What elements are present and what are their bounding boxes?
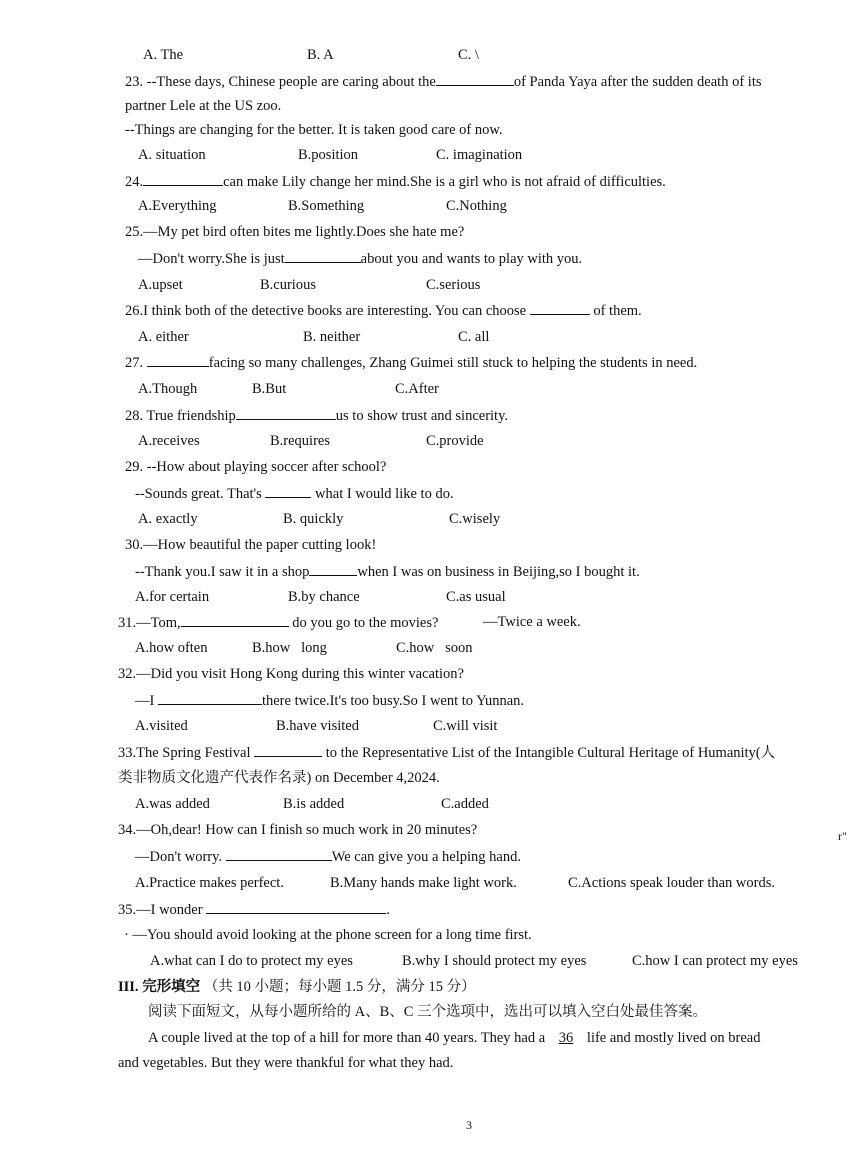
q34-line1: 34.—Oh,dear! How can I finish so much work in 20 minutes? [118, 822, 478, 838]
q32-option-b: B.have visited [276, 718, 359, 734]
q30-option-a: A.for certain [135, 589, 210, 605]
section-3-title: 完形填空 [142, 979, 201, 995]
q33-line2: 类非物质文化遗产代表作名录) on December 4,2024. [118, 770, 440, 786]
q34-blank [226, 847, 332, 861]
q25-option-c: C.serious [426, 277, 481, 293]
q22-option-a: A. The [143, 47, 184, 63]
q28-stem [125, 406, 508, 425]
q29-text-pre: --Sounds great. That's [135, 486, 262, 502]
q27-stem [125, 353, 697, 372]
q33-stem [118, 743, 775, 762]
q30-line1: 30.—How beautiful the paper cutting look! [125, 537, 377, 553]
q25-blank [285, 249, 361, 263]
q32-stem [135, 691, 524, 710]
margin-mark: r" [838, 829, 847, 843]
q34-option-c: C.Actions speak louder than words. [568, 875, 775, 891]
q23-stem [125, 72, 762, 91]
q32-option-c: C.will visit [433, 718, 498, 734]
q32-blank [158, 691, 262, 705]
q28-blank [236, 406, 336, 420]
q25-stem [138, 249, 582, 268]
q23-option-a: A. situation [138, 147, 206, 163]
q29-line1: 29. --How about playing soccer after school? [125, 459, 387, 475]
q26-text-post: of them. [593, 303, 642, 319]
q32-text-pre: —I [135, 693, 155, 709]
q35-option-c: C.how I can protect my eyes [632, 953, 798, 969]
q31-text-post: do you go to the movies? [292, 615, 439, 631]
passage-text-post: life and mostly lived on bread [586, 1030, 761, 1046]
q22-option-b: B. A [307, 47, 334, 63]
q25-option-b: B.curious [260, 277, 316, 293]
q25-line1: 25.—My pet bird often bites me lightly.Does she hate me? [125, 224, 465, 240]
passage-text-pre: A couple lived at the top of a hill for more than 40 years. They had a [148, 1030, 546, 1046]
q30-option-c: C.as usual [446, 589, 506, 605]
q30-stem [135, 562, 640, 581]
q32-option-a: A.visited [135, 718, 188, 734]
q34-text-post: We can give you a helping hand. [331, 849, 521, 865]
q34-option-b: B.Many hands make light work. [330, 875, 517, 891]
q29-option-a: A. exactly [138, 511, 198, 527]
q27-option-b: B.But [252, 381, 287, 397]
q23-option-c: C. imagination [436, 147, 523, 163]
q26-stem [125, 301, 642, 320]
q23-option-b: B.position [298, 147, 359, 163]
q32-text-post: there twice.It's too busy.So I went to Yunnan. [261, 693, 525, 709]
q31-option-a: A.how often [135, 640, 208, 656]
q25-text-pre: —Don't worry.She is just [138, 251, 285, 267]
q30-text-post: when I was on business in Beijing,so I bought it. [357, 564, 640, 580]
q35-stem [118, 900, 390, 919]
q23-blank [436, 72, 514, 86]
q29-option-c: C.wisely [449, 511, 501, 527]
q28-text-post: us to show trust and sincerity. [335, 408, 509, 424]
q27-option-a: A.Though [138, 381, 198, 397]
q33-option-a: A.was added [135, 796, 210, 812]
q29-text-post: what I would like to do. [315, 486, 454, 502]
q31-option-b: B.how long [252, 640, 327, 656]
q29-blank [265, 484, 311, 498]
q31-option-c: C.how soon [396, 640, 473, 656]
passage-line-1 [148, 1029, 760, 1047]
q23-text-post: of Panda Yaya after the sudden death of its [513, 74, 762, 90]
q27-blank [147, 353, 209, 367]
section-3-instruction: 阅读下面短文，从每小题所给的 A、B、C 三个选项中，选出可以填入空白处最佳答案。 [148, 1004, 708, 1020]
q31-text-pre: 31.—Tom, [118, 615, 181, 631]
section-3-heading [118, 978, 476, 996]
q33-option-b: B.is added [283, 796, 345, 812]
passage-blank-36: 36 [558, 1030, 574, 1046]
q26-option-c: C. all [458, 329, 490, 345]
q28-option-a: A.receives [138, 433, 200, 449]
q24-option-a: A.Everything [138, 198, 217, 214]
q24-text-pre: 24. [125, 174, 144, 190]
q27-text-post: facing so many challenges, Zhang Guimei still stuck to helping the students in need. [208, 355, 698, 371]
q25-option-a: A.upset [138, 277, 183, 293]
q30-blank [309, 562, 357, 576]
q23-line3: --Things are changing for the better. It is taken good care of now. [125, 122, 503, 138]
q29-stem [135, 484, 454, 503]
q24-text-post: can make Lily change her mind.She is a girl who is not afraid of difficulties. [223, 174, 666, 190]
q31-blank [181, 613, 289, 627]
q27-option-c: C.After [395, 381, 439, 397]
q28-text-pre: 28. True friendship [125, 408, 236, 424]
q28-option-b: B.requires [270, 433, 330, 449]
section-3-note: （共 10 小题；每小题 1.5 分，满分 15 分） [203, 979, 476, 995]
q23-text-pre: 23. --These days, Chinese people are caring about the [125, 74, 436, 90]
q29-option-b: B. quickly [283, 511, 344, 527]
section-3-number: III. [118, 979, 139, 995]
q33-option-c: C.added [441, 796, 489, 812]
q35-text-pre: 35.—I wonder [118, 902, 203, 918]
q28-option-c: C.provide [426, 433, 484, 449]
q24-option-b: B.Something [288, 198, 365, 214]
q25-text-post: about you and wants to play with you. [360, 251, 583, 267]
q35-text-post: . [386, 902, 390, 918]
q33-blank [254, 743, 322, 757]
q35-blank [206, 900, 386, 914]
q34-option-a: A.Practice makes perfect. [135, 875, 284, 891]
q22-option-c: C. \ [458, 47, 479, 63]
q32-line1: 32.—Did you visit Hong Kong during this winter vacation? [118, 666, 464, 682]
q26-blank [530, 301, 590, 315]
q33-text-post: to the Representative List of the Intangible Cultural Heritage of Humanity(人 [325, 745, 776, 761]
q24-option-c: C.Nothing [446, 198, 507, 214]
q31-answer: —Twice a week. [483, 614, 581, 630]
q30-text-pre: --Thank you.I saw it in a shop [135, 564, 310, 580]
q23-line2: partner Lele at the US zoo. [125, 98, 282, 114]
q24-stem [125, 172, 666, 191]
q35-line2: · —You should avoid looking at the phone screen for a long time first. [124, 927, 532, 943]
q35-option-a: A.what can I do to protect my eyes [150, 953, 353, 969]
q26-text-pre: 26.I think both of the detective books are interesting. You can choose [125, 303, 527, 319]
q33-text-pre: 33.The Spring Festival [118, 745, 251, 761]
q34-stem [135, 847, 521, 866]
q31-stem [118, 613, 438, 632]
q30-option-b: B.by chance [288, 589, 360, 605]
page-number: 3 [466, 1118, 472, 1132]
q26-option-b: B. neither [303, 329, 361, 345]
q26-option-a: A. either [138, 329, 189, 345]
q24-blank [143, 172, 223, 186]
q34-text-pre: —Don't worry. [135, 849, 223, 865]
q35-option-b: B.why I should protect my eyes [402, 953, 587, 969]
passage-line-2: and vegetables. But they were thankful for what they had. [118, 1055, 454, 1071]
q27-text-pre: 27. [125, 355, 144, 371]
